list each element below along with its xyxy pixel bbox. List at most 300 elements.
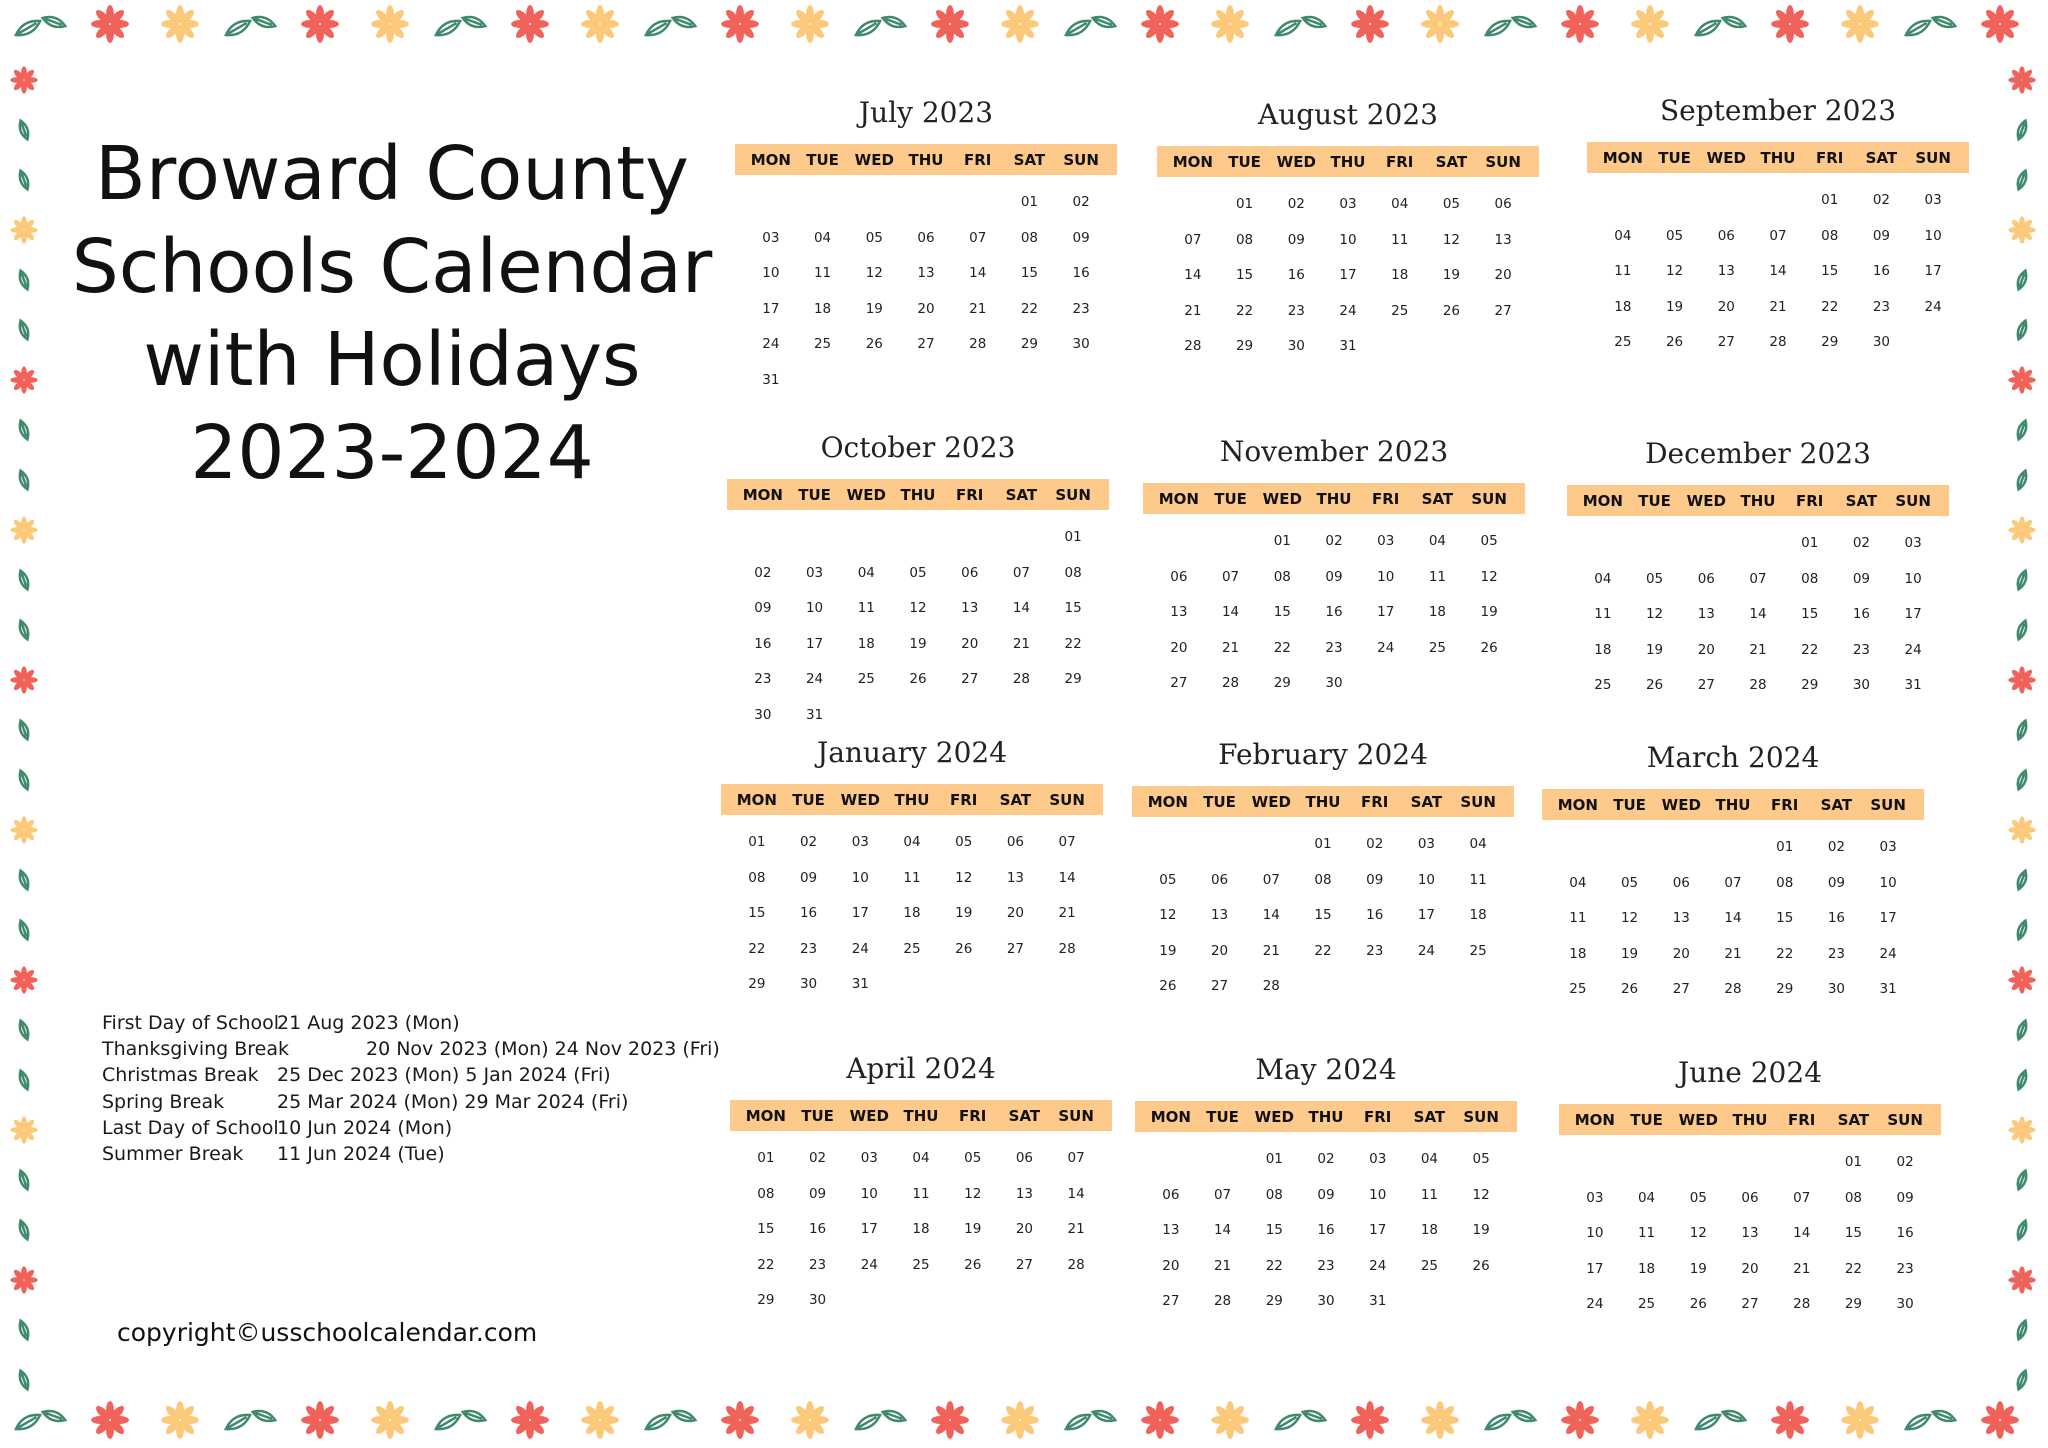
day-cell: 06	[1006, 834, 1025, 850]
day-cell: 02	[1317, 1151, 1335, 1167]
day-cell: 04	[1469, 836, 1487, 852]
leaf-icon	[2015, 869, 2028, 890]
weekday-label: MON	[1557, 795, 1598, 814]
leaf-icon	[1903, 1411, 1932, 1433]
day-cell: 30	[808, 1292, 827, 1308]
flower-icon	[1001, 5, 1039, 43]
day-cell: 16	[808, 1221, 827, 1237]
month-calendar	[1559, 1056, 1941, 1323]
day-cell: 20	[1006, 905, 1025, 921]
day-cell: 25	[857, 671, 875, 687]
day-cell: 26	[1442, 302, 1461, 319]
month-title: April 2024	[846, 1052, 996, 1085]
weekday-label: SAT	[1413, 1107, 1446, 1126]
weekday-label: SUN	[1460, 792, 1496, 811]
flower-icon	[1141, 5, 1179, 43]
day-cell: 21	[1221, 639, 1240, 656]
weekday-label: MON	[1172, 152, 1213, 171]
day-cell: 14	[1067, 1185, 1085, 1202]
day-cell: 06	[1672, 874, 1690, 891]
day-cell: 19	[1159, 942, 1177, 959]
day-cell: 10	[1924, 227, 1942, 244]
day-cell: 29	[748, 976, 766, 992]
flower-icon	[1351, 5, 1389, 43]
day-cell: 23	[1872, 298, 1891, 315]
day-cell: 28	[1213, 1293, 1232, 1309]
day-cell: 08	[1821, 227, 1839, 244]
day-cell: 01	[1020, 194, 1039, 210]
day-cell: 08	[1776, 874, 1794, 891]
leaf-icon	[17, 719, 30, 740]
weekday-label: THU	[1715, 795, 1751, 814]
empty-cell	[1649, 183, 1701, 219]
flower-icon	[1001, 1401, 1039, 1439]
leaf-icon	[17, 319, 30, 340]
empty-cell	[745, 185, 797, 221]
weekday-label: MON	[736, 790, 777, 809]
flower-icon	[2008, 666, 2035, 693]
day-cell: 05	[1645, 570, 1664, 587]
day-cell: 04	[813, 229, 832, 246]
day-cell: 23	[1325, 639, 1343, 656]
day-cell: 27	[961, 671, 979, 687]
leaf-icon	[1511, 14, 1536, 30]
holiday-row: Spring Break 25 Mar 2024 (Mon) 29 Mar 2024 (Fri)	[102, 1090, 629, 1113]
day-cell: 19	[1620, 945, 1639, 962]
weekday-label: THU	[1760, 148, 1796, 167]
day-cell: 09	[1072, 229, 1090, 246]
day-cell: 05	[1480, 533, 1498, 549]
empty-cell	[1629, 526, 1681, 562]
empty-cell	[1604, 830, 1656, 866]
day-cell: 09	[1827, 874, 1846, 891]
empty-cell	[1752, 183, 1804, 219]
flower-icon	[581, 5, 619, 43]
day-cell: 18	[1391, 267, 1409, 283]
day-cell: 29	[1776, 981, 1794, 997]
weekday-header	[1135, 1101, 1517, 1132]
day-cell: 18	[1569, 945, 1587, 962]
weekday-header	[1587, 142, 1969, 173]
leaf-icon	[881, 14, 906, 30]
leaf-icon	[2015, 919, 2028, 940]
day-cell: 02	[1872, 192, 1891, 208]
day-cell: 07	[1221, 568, 1240, 585]
day-cell: 17	[851, 905, 869, 921]
leaf-icon	[2015, 269, 2028, 290]
day-cell: 18	[912, 1221, 930, 1237]
day-cell: 11	[912, 1185, 930, 1202]
day-cell: 16	[1072, 265, 1090, 281]
leaf-icon	[643, 1411, 672, 1433]
leaf-icon	[1931, 14, 1956, 30]
day-cell: 01	[1776, 839, 1794, 855]
day-cell: 23	[1317, 1257, 1335, 1274]
leaf-icon	[17, 1069, 30, 1090]
weekday-header	[721, 784, 1103, 815]
day-cell: 08	[1235, 231, 1254, 248]
day-cell: 16	[799, 905, 818, 921]
day-cell: 03	[1369, 1151, 1387, 1167]
day-cell: 16	[1896, 1225, 1914, 1241]
day-cell: 21	[1012, 635, 1031, 652]
day-cell: 03	[1879, 839, 1897, 855]
holiday-row: Summer Break 11 Jun 2024 (Tue)	[102, 1142, 445, 1165]
flower-icon	[10, 816, 37, 843]
day-cell: 07	[1724, 874, 1742, 891]
day-cell: 15	[1844, 1225, 1863, 1241]
day-cell: 05	[1620, 874, 1639, 891]
flower-icon	[2008, 516, 2035, 543]
day-cell: 10	[762, 265, 780, 281]
flower-icon	[1141, 1401, 1179, 1439]
month-calendar	[1143, 435, 1525, 702]
weekday-label: MON	[1150, 1107, 1191, 1126]
day-cell: 27	[1494, 302, 1512, 319]
day-cell: 08	[748, 869, 766, 886]
flower-icon	[10, 66, 37, 93]
day-cell: 10	[1904, 570, 1922, 587]
weekday-label: FRI	[1771, 795, 1799, 814]
day-cell: 30	[1325, 675, 1343, 691]
day-cell: 07	[1067, 1150, 1085, 1166]
month-calendar	[1542, 741, 1924, 1008]
day-cell: 22	[1265, 1257, 1283, 1274]
day-cell: 18	[903, 905, 921, 921]
day-cell: 21	[1184, 302, 1202, 319]
leaf-icon	[17, 569, 30, 590]
month-calendar	[1135, 1053, 1517, 1320]
flower-icon	[2008, 366, 2035, 393]
day-cell: 21	[1067, 1221, 1085, 1237]
day-cell: 19	[955, 905, 973, 921]
day-cell: 03	[1924, 192, 1942, 208]
day-cell: 14	[1058, 869, 1076, 886]
day-cell: 17	[860, 1221, 878, 1237]
day-cell: 26	[865, 336, 883, 352]
day-cell: 05	[955, 834, 973, 850]
day-cell: 31	[1369, 1293, 1387, 1309]
empty-cell	[892, 520, 944, 556]
day-cell: 27	[1741, 1296, 1759, 1312]
day-cell: 10	[860, 1185, 878, 1202]
day-cell: 18	[813, 300, 832, 317]
day-cell: 11	[857, 600, 875, 616]
day-cell: 13	[1494, 231, 1512, 248]
leaf-icon	[2015, 1369, 2028, 1390]
leaf-icon	[13, 1411, 42, 1433]
flower-icon	[10, 1266, 37, 1293]
day-cell: 07	[1749, 570, 1767, 587]
leaf-icon	[2015, 569, 2028, 590]
day-cell: 20	[1162, 1257, 1180, 1274]
weekday-label: TUE	[798, 485, 831, 504]
day-cell: 12	[1620, 910, 1639, 926]
day-cell: 29	[1821, 334, 1839, 350]
flower-icon	[1561, 5, 1599, 43]
day-cell: 10	[1339, 231, 1357, 248]
weekday-label: SAT	[1005, 485, 1038, 504]
leaf-icon	[1063, 1411, 1092, 1433]
empty-cell	[1672, 1145, 1724, 1181]
day-cell: 25	[912, 1256, 930, 1273]
day-cell: 25	[1420, 1257, 1439, 1274]
weekday-label: TUE	[1214, 489, 1247, 508]
day-cell: 18	[1428, 604, 1447, 620]
flower-icon	[301, 5, 339, 43]
weekday-label: MON	[1574, 1110, 1615, 1129]
holiday-row: Last Day of School 10 Jun 2024 (Mon)	[102, 1116, 453, 1139]
day-cell: 09	[1896, 1189, 1914, 1206]
flower-icon	[1981, 5, 2019, 43]
weekday-label: SUN	[1471, 489, 1507, 508]
empty-cell	[1597, 183, 1649, 219]
weekday-label: SUN	[1058, 1106, 1094, 1125]
day-cell: 01	[1801, 535, 1819, 551]
day-cell: 17	[805, 635, 824, 652]
day-cell: 19	[964, 1221, 982, 1237]
day-cell: 26	[1472, 1257, 1490, 1274]
day-cell: 06	[1015, 1150, 1034, 1166]
leaf-icon	[17, 869, 30, 890]
day-cell: 06	[1170, 568, 1188, 585]
flower-icon	[2008, 816, 2035, 843]
flower-icon	[2008, 966, 2035, 993]
day-cell: 28	[1221, 675, 1240, 691]
day-cell: 08	[1064, 564, 1082, 581]
leaf-icon	[2015, 619, 2028, 640]
day-cell: 25	[903, 940, 921, 957]
day-cell: 10	[1586, 1225, 1604, 1241]
flower-icon	[721, 5, 759, 43]
day-cell: 07	[1012, 564, 1031, 581]
month-calendar	[721, 736, 1103, 1003]
flower-icon	[931, 1401, 969, 1439]
day-cell: 14	[1184, 267, 1202, 283]
day-cell: 29	[1844, 1296, 1863, 1312]
day-cell: 30	[1852, 677, 1871, 693]
day-cell: 24	[1586, 1296, 1604, 1312]
day-cell: 21	[1262, 942, 1280, 959]
day-cell: 24	[851, 940, 869, 957]
empty-cell	[1621, 1145, 1673, 1181]
day-cell: 29	[1801, 677, 1819, 693]
day-cell: 14	[1769, 263, 1787, 279]
day-grid	[1157, 177, 1539, 365]
weekday-label: FRI	[1364, 1107, 1392, 1126]
leaf-icon	[17, 919, 30, 940]
empty-cell	[996, 520, 1048, 556]
day-cell: 03	[1586, 1189, 1604, 1206]
weekday-label: FRI	[950, 790, 978, 809]
day-cell: 01	[757, 1150, 775, 1166]
day-cell: 05	[909, 564, 927, 581]
weekday-label: MON	[742, 485, 783, 504]
day-cell: 19	[1645, 641, 1664, 658]
day-cell: 22	[748, 940, 766, 957]
day-cell: 11	[903, 869, 921, 886]
empty-cell	[1569, 1145, 1621, 1181]
day-cell: 23	[1287, 302, 1305, 319]
day-cell: 29	[757, 1292, 775, 1308]
leaf-icon	[17, 1169, 30, 1190]
day-cell: 13	[917, 265, 935, 281]
day-cell: 07	[1769, 227, 1787, 244]
day-cell: 11	[1637, 1225, 1656, 1241]
day-cell: 13	[1717, 263, 1735, 279]
day-cell: 19	[1472, 1222, 1490, 1238]
day-cell: 30	[754, 706, 772, 723]
day-cell: 27	[1006, 940, 1025, 957]
leaf-icon	[671, 1408, 696, 1424]
day-cell: 09	[1366, 871, 1384, 888]
day-cell: 26	[1689, 1296, 1707, 1312]
leaf-icon	[1273, 17, 1302, 39]
day-cell: 03	[851, 834, 869, 850]
page-title: Broward County Schools Calendar with Holidays 2023-2024	[71, 131, 713, 496]
day-grid	[1559, 1135, 1941, 1323]
flower-icon	[2008, 216, 2035, 243]
day-cell: 27	[917, 336, 935, 352]
month-calendar	[1157, 98, 1539, 365]
weekday-label: WED	[840, 790, 880, 809]
flower-icon	[10, 966, 37, 993]
weekday-label: THU	[900, 485, 936, 504]
weekday-label: WED	[854, 150, 894, 169]
leaf-icon	[2015, 469, 2028, 490]
day-cell: 24	[860, 1256, 878, 1273]
day-cell: 25	[1469, 942, 1487, 959]
weekday-label: TUE	[801, 1106, 834, 1125]
day-cell: 13	[961, 600, 979, 616]
weekday-label: THU	[908, 150, 944, 169]
weekday-label: SUN	[1895, 491, 1931, 510]
day-cell: 30	[1287, 338, 1305, 354]
flower-icon	[10, 1116, 37, 1143]
month-calendar	[1587, 94, 1969, 361]
weekday-header	[1567, 485, 1949, 516]
day-cell: 13	[1006, 869, 1025, 886]
leaf-icon	[1091, 1408, 1116, 1424]
day-cell: 28	[1058, 940, 1076, 957]
day-cell: 02	[1827, 839, 1846, 855]
day-cell: 11	[1594, 606, 1612, 622]
day-cell: 01	[748, 834, 766, 850]
day-cell: 06	[1717, 227, 1735, 244]
flower-icon	[511, 1401, 549, 1439]
day-cell: 09	[754, 600, 772, 616]
day-cell: 24	[762, 336, 780, 352]
day-cell: 27	[1210, 978, 1229, 994]
day-cell: 20	[1210, 942, 1229, 959]
day-cell: 01	[1235, 196, 1254, 212]
day-cell: 16	[1852, 606, 1871, 622]
month-calendar	[1132, 738, 1514, 1005]
weekday-header	[1157, 146, 1539, 177]
empty-cell	[1707, 830, 1759, 866]
day-cell: 29	[1064, 671, 1082, 687]
weekday-label: THU	[1330, 152, 1366, 171]
day-cell: 15	[1265, 1222, 1283, 1238]
empty-cell	[848, 185, 900, 221]
day-grid	[1135, 1132, 1517, 1320]
day-cell: 26	[964, 1256, 982, 1273]
flower-icon	[301, 1401, 339, 1439]
weekday-label: TUE	[1203, 792, 1236, 811]
weekday-label: MON	[1147, 792, 1188, 811]
day-cell: 19	[1689, 1260, 1707, 1277]
day-cell: 31	[1879, 981, 1897, 997]
day-cell: 21	[1213, 1257, 1232, 1274]
day-cell: 21	[1058, 905, 1076, 921]
leaf-icon	[2015, 119, 2028, 140]
weekday-label: TUE	[1228, 152, 1261, 171]
weekday-label: SAT	[1421, 489, 1454, 508]
day-cell: 15	[1314, 907, 1332, 923]
empty-cell	[1167, 187, 1219, 223]
day-cell: 09	[1287, 231, 1305, 248]
day-cell: 17	[1586, 1260, 1604, 1277]
empty-cell	[840, 520, 892, 556]
day-cell: 17	[1417, 907, 1436, 923]
day-cell: 19	[909, 635, 927, 652]
day-cell: 26	[1645, 677, 1664, 693]
weekday-label: WED	[1686, 491, 1726, 510]
weekday-header	[727, 479, 1109, 510]
holiday-row: First Day of School 21 Aug 2023 (Mon)	[102, 1012, 460, 1034]
day-cell: 25	[1428, 639, 1447, 656]
leaf-icon	[881, 1408, 906, 1424]
day-cell: 13	[1015, 1185, 1034, 1202]
leaf-icon	[1063, 17, 1092, 39]
day-cell: 12	[909, 600, 927, 616]
day-cell: 26	[909, 671, 927, 687]
flower-icon	[1211, 5, 1249, 43]
weekday-label: FRI	[1372, 489, 1400, 508]
weekday-label: THU	[1740, 491, 1776, 510]
empty-cell	[1552, 830, 1604, 866]
day-cell: 03	[1904, 535, 1922, 551]
day-cell: 01	[1314, 836, 1332, 852]
month-calendar	[735, 96, 1117, 398]
day-cell: 13	[1170, 604, 1188, 620]
copyright: copyright©usschoolcalendar.com	[117, 1318, 538, 1347]
day-cell: 03	[762, 229, 780, 246]
empty-cell	[1732, 526, 1784, 562]
leaf-icon	[17, 769, 30, 790]
flower-icon	[581, 1401, 619, 1439]
flower-icon	[371, 1401, 409, 1439]
weekday-label: WED	[1276, 152, 1316, 171]
leaf-icon	[2015, 1069, 2028, 1090]
day-cell: 14	[969, 265, 987, 281]
day-cell: 10	[1369, 1186, 1387, 1203]
day-cell: 06	[1210, 871, 1229, 888]
leaf-icon	[2015, 1019, 2028, 1040]
day-cell: 30	[1072, 336, 1090, 352]
month-title: January 2024	[816, 736, 1008, 769]
day-cell: 24	[805, 671, 824, 687]
leaf-icon	[1091, 14, 1116, 30]
leaf-icon	[17, 269, 30, 290]
flower-icon	[1841, 1401, 1879, 1439]
flower-icon	[2008, 1266, 2035, 1293]
day-cell: 11	[1428, 568, 1447, 585]
leaf-icon	[853, 17, 882, 39]
leaf-icon	[41, 1408, 66, 1424]
day-cell: 22	[1235, 302, 1254, 319]
weekday-label: FRI	[1361, 792, 1389, 811]
